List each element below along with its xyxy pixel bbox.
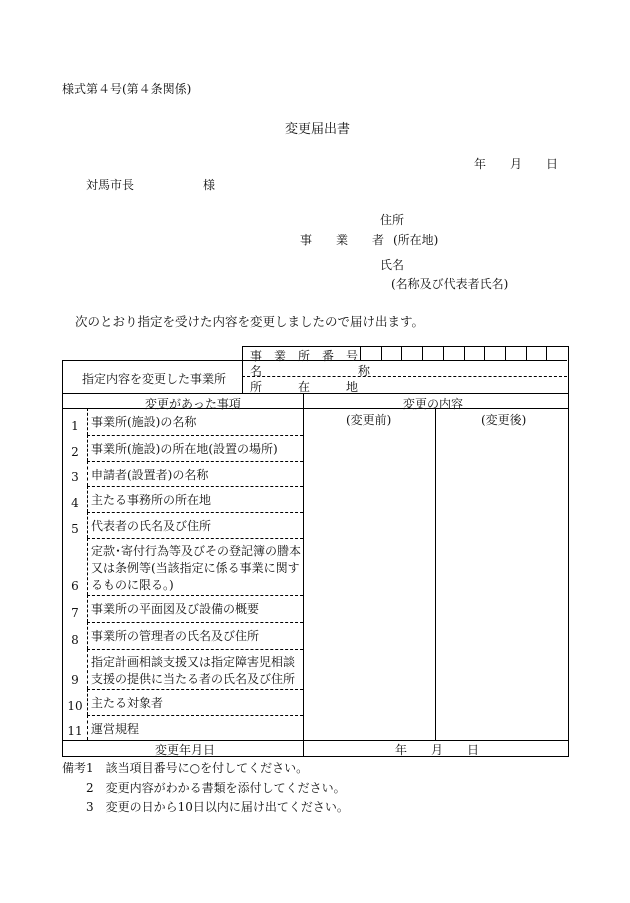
change-item-row[interactable] <box>63 538 303 595</box>
office-location-label: 所 在 地 <box>250 380 359 394</box>
office-number-box <box>381 346 382 360</box>
change-item-text: 事業所の管理者の氏名及び住所 <box>91 629 260 643</box>
row-divider <box>87 715 88 740</box>
change-item-number: 1 <box>71 419 79 433</box>
office-number-label: 事 業 所 番 号 <box>250 349 359 363</box>
applicant-role: 事 業 者 <box>300 233 385 247</box>
change-item-row[interactable] <box>63 512 303 538</box>
change-item-text: 事業所(施設)の名称 <box>91 415 197 429</box>
change-item-text: 定款･寄付行為等及びその登記簿の謄本又は条例等(当該指定に係る事業に関するものに限る。) <box>91 544 302 592</box>
change-item-text: 指定計画相談支援又は指定障害児相談支援の提供に当たる者の氏名及び住所 <box>91 655 296 686</box>
change-item-text: 主たる事務所の所在地 <box>91 493 212 507</box>
change-item-number: 8 <box>71 633 79 647</box>
row-divider <box>87 649 88 689</box>
address-sub: (所在地) <box>393 233 439 247</box>
name-sub: (名称及び代表者氏名) <box>391 277 509 291</box>
change-item-text: 代表者の氏名及び住所 <box>91 519 212 533</box>
items-header: 変更があった事項 <box>145 397 241 411</box>
change-item-number: 2 <box>71 445 79 459</box>
change-item-number: 10 <box>67 699 83 713</box>
change-item-row[interactable] <box>63 595 303 622</box>
address-label: 住所 <box>380 213 405 227</box>
honorific: 様 <box>203 178 216 192</box>
office-number-box <box>443 346 444 360</box>
name-label: 氏名 <box>380 258 405 272</box>
office-section-label: 指定内容を変更した事業所 <box>82 372 227 386</box>
form-id: 様式第４号(第４条関係) <box>62 82 192 96</box>
row-divider <box>87 689 88 715</box>
row-divider <box>87 595 88 622</box>
content-header: 変更の内容 <box>403 397 464 411</box>
change-item-text: 事業所(施設)の所在地(設置の場所) <box>91 442 278 456</box>
change-item-text: 運営規程 <box>91 722 140 736</box>
change-item-row[interactable] <box>63 461 303 486</box>
office-number-box <box>484 346 485 360</box>
change-item-number: 6 <box>71 579 79 593</box>
change-item-row[interactable] <box>63 622 303 649</box>
row-divider <box>87 435 88 461</box>
change-item-row[interactable] <box>63 486 303 512</box>
addressee: 対馬市長 <box>86 178 135 192</box>
change-item-number: 5 <box>71 522 79 536</box>
note-1: 備考1 該当項目番号に○を付してください。 <box>62 761 309 775</box>
change-item-row[interactable] <box>63 649 303 689</box>
office-number-box <box>505 346 506 360</box>
change-item-row[interactable] <box>63 689 303 715</box>
change-date-label: 変更年月日 <box>155 743 216 757</box>
office-number-box <box>464 346 465 360</box>
intro-text: 次のとおり指定を受けた内容を変更しましたので届け出ます。 <box>75 314 425 329</box>
office-number-box <box>422 346 423 360</box>
after-label: (変更後) <box>481 413 527 427</box>
office-number-box <box>526 346 527 360</box>
note-2: 2 変更内容がわかる書類を添付してください。 <box>86 781 346 795</box>
row-divider <box>87 512 88 538</box>
change-item-row[interactable] <box>63 408 303 435</box>
office-name-label: 名 称 <box>250 364 371 378</box>
office-number-box <box>546 346 547 360</box>
change-date-value[interactable]: 年 月 日 <box>395 743 480 757</box>
change-item-row[interactable] <box>63 715 303 740</box>
note-3: 3 変更の日から10日以内に届け出てください。 <box>86 800 349 814</box>
date-line: 年 月 日 <box>474 157 559 171</box>
before-label: (変更前) <box>346 413 392 427</box>
change-item-text: 事業所の平面図及び設備の概要 <box>91 602 260 616</box>
change-item-number: 4 <box>71 496 79 510</box>
change-item-number: 3 <box>71 470 79 484</box>
change-item-row[interactable] <box>63 435 303 461</box>
row-divider <box>87 622 88 649</box>
page-title: 変更届出書 <box>285 122 351 137</box>
change-item-number: 7 <box>71 606 79 620</box>
change-item-number: 11 <box>67 724 83 738</box>
row-divider <box>87 486 88 512</box>
office-number-box <box>401 346 402 360</box>
row-divider <box>87 538 88 595</box>
row-divider <box>87 461 88 486</box>
change-table <box>62 393 569 757</box>
row-divider <box>87 408 88 435</box>
change-item-text: 主たる対象者 <box>91 696 164 710</box>
change-item-text: 申請者(設置者)の名称 <box>91 468 209 482</box>
office-number-box <box>360 346 361 360</box>
change-item-number: 9 <box>71 673 79 687</box>
